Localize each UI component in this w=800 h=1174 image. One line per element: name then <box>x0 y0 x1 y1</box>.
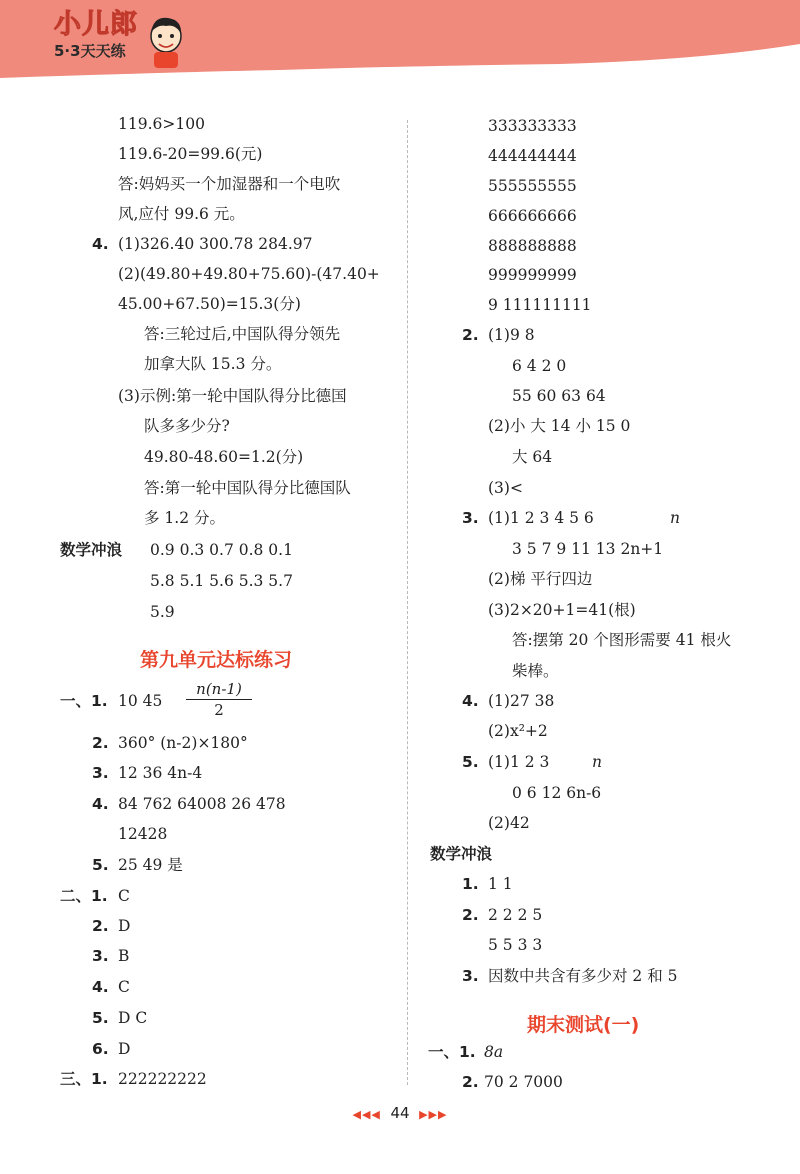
answer-line: (2)42 <box>488 814 530 832</box>
answer-line: (2)小 大 14 小 15 0 <box>488 417 631 435</box>
question-number: 3. <box>462 967 479 985</box>
answer-line: 222222222 <box>118 1070 207 1088</box>
answer-line: 666666666 <box>488 207 577 225</box>
answer-line: D C <box>118 1009 148 1027</box>
answer-line: 8a <box>484 1043 504 1061</box>
answer-line: 119.6>100 <box>118 115 205 133</box>
answer-line: 答:摆第 20 个图形需要 41 根火 <box>512 631 732 649</box>
answer-line: 84 762 64008 26 478 <box>118 795 286 813</box>
answer-line: C <box>118 978 130 996</box>
answer-line: 49.80-48.60=1.2(分) <box>144 448 304 466</box>
answer-line: 答:第一轮中国队得分比德国队 <box>144 479 351 497</box>
right-arrows-icon: ▶▶▶ <box>419 1108 448 1121</box>
answer-line: (3)2×20+1=41(根) <box>488 601 636 619</box>
question-number: 2. <box>462 326 479 344</box>
answer-line: 25 49 是 <box>118 856 183 874</box>
answer-line: (2)(49.80+49.80+75.60)-(47.40+ <box>118 265 380 283</box>
left-arrows-icon: ◀◀◀ <box>352 1108 381 1121</box>
answer-line: 360° (n-2)×180° <box>118 734 248 752</box>
answer-line: (1)1 2 3 <box>488 753 550 771</box>
answer-line: 队多多少分? <box>144 417 230 435</box>
fraction <box>186 680 252 719</box>
answer-line: (1)326.40 300.78 284.97 <box>118 235 313 253</box>
question-number: 5. <box>92 856 109 874</box>
question-number: 5. <box>462 753 479 771</box>
answer-line: 119.6-20=99.6(元) <box>118 145 263 163</box>
question-number: 4. <box>92 978 109 996</box>
question-number: 2. <box>462 1073 479 1091</box>
answer-line: (3)< <box>488 479 523 497</box>
fraction-denominator: 2 <box>214 701 224 719</box>
answer-line: D <box>118 1040 131 1058</box>
question-number: 2. <box>92 734 109 752</box>
answer-line: C <box>118 887 130 905</box>
answer-line: 12 36 4n-4 <box>118 764 203 782</box>
answer-variable: n <box>592 753 602 771</box>
page-header <box>0 0 800 78</box>
answer-line: B <box>118 947 130 965</box>
answer-line: 0 6 12 6n-6 <box>512 784 602 802</box>
answer-line: (1)1 2 3 4 5 6 <box>488 509 594 527</box>
question-number: 4. <box>92 795 109 813</box>
math-wave-label: 数学冲浪 <box>430 845 493 863</box>
question-number: 3. <box>92 947 109 965</box>
answer-line: 大 64 <box>512 448 553 466</box>
answer-line: 70 2 7000 <box>484 1073 563 1091</box>
answer-line: 答:三轮过后,中国队得分领先 <box>144 325 341 343</box>
answer-line: 888888888 <box>488 237 577 255</box>
answer-line: 45.00+67.50)=15.3(分) <box>118 295 301 313</box>
page-footer <box>0 1104 800 1122</box>
section-title: 第九单元达标练习 <box>140 649 293 671</box>
answer-line: (2)梯 平行四边 <box>488 570 593 588</box>
question-number: 3. <box>462 509 479 527</box>
answer-line: 1 1 <box>488 875 513 893</box>
answer-line: 999999999 <box>488 266 577 284</box>
answer-line: 9 111111111 <box>488 296 592 314</box>
part-label: 二、1. <box>60 887 108 905</box>
answer-line: 多 1.2 分。 <box>144 509 226 527</box>
part-label: 一、1. <box>428 1043 476 1061</box>
answer-line: 5 5 3 3 <box>488 936 543 954</box>
answer-line: 3 5 7 9 11 13 2n+1 <box>512 540 664 558</box>
fraction-bar <box>186 699 252 700</box>
answer-line: 6 4 2 0 <box>512 357 567 375</box>
answer-line: D <box>118 917 131 935</box>
answer-line: 因数中共含有多少对 2 和 5 <box>488 967 678 985</box>
answer-line: 555555555 <box>488 177 577 195</box>
column-divider <box>407 120 408 1085</box>
answer-line: 加拿大队 15.3 分。 <box>144 355 282 373</box>
question-number: 6. <box>92 1040 109 1058</box>
answer-line: (1)27 38 <box>488 692 555 710</box>
answer-line: 5.9 <box>150 603 175 621</box>
question-number: 3. <box>92 764 109 782</box>
answer-line: 12428 <box>118 825 168 843</box>
mascot-icon <box>146 14 186 70</box>
answer-line: 444444444 <box>488 147 577 165</box>
answer-line: 55 60 63 64 <box>512 387 606 405</box>
page-number: 44 <box>390 1104 410 1122</box>
question-number: 4. <box>462 692 479 710</box>
question-number: 5. <box>92 1009 109 1027</box>
answer-line: 风,应付 99.6 元。 <box>118 205 245 223</box>
part-label: 一、1. <box>60 692 108 710</box>
answer-line: 10 45 <box>118 692 163 710</box>
question-number: 2. <box>92 917 109 935</box>
answer-line: (1)9 8 <box>488 326 535 344</box>
answer-line: 0.9 0.3 0.7 0.8 0.1 <box>150 541 293 559</box>
brand-logo <box>54 10 138 61</box>
answer-line: (3)示例:第一轮中国队得分比德国 <box>118 387 347 405</box>
question-number: 4. <box>92 235 109 253</box>
answer-line: 333333333 <box>488 117 577 135</box>
fraction-numerator: n(n-1) <box>196 680 242 698</box>
answer-line: (2)x²+2 <box>488 722 548 740</box>
answer-line: 答:妈妈买一个加湿器和一个电吹 <box>118 175 341 193</box>
answer-line: 2 2 2 5 <box>488 906 543 924</box>
part-label: 三、1. <box>60 1070 108 1088</box>
answer-line: 柴棒。 <box>512 662 559 680</box>
series-name: 5·3天天练 <box>54 42 126 60</box>
answer-variable: n <box>670 509 680 527</box>
question-number: 1. <box>462 875 479 893</box>
math-wave-label: 数学冲浪 <box>60 541 123 559</box>
answer-line: 5.8 5.1 5.6 5.3 5.7 <box>150 572 293 590</box>
section-title: 期末测试(一) <box>527 1014 640 1036</box>
brand-name: 小儿郎 <box>54 9 138 40</box>
question-number: 2. <box>462 906 479 924</box>
